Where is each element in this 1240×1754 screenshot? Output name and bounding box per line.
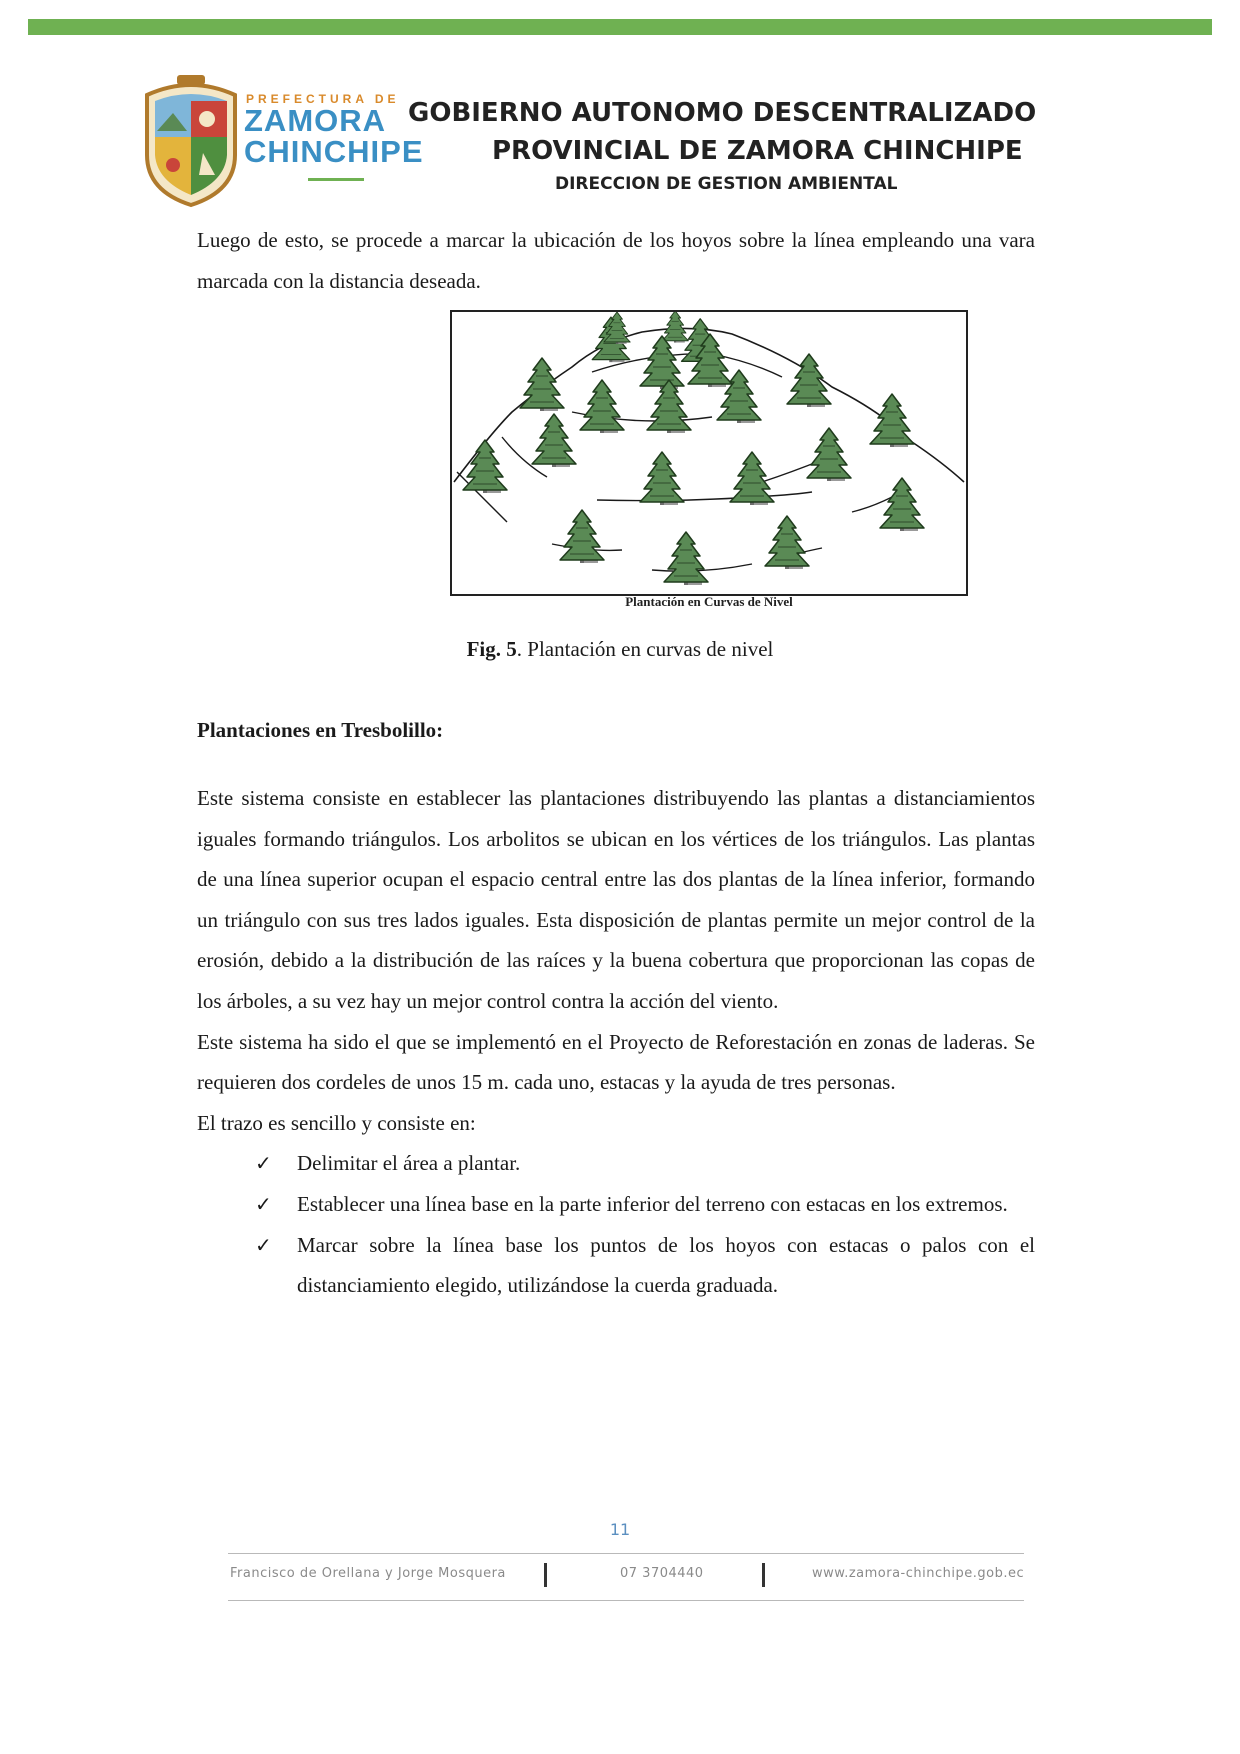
figure-inner-caption: Plantación en Curvas de Nivel bbox=[625, 594, 793, 609]
header-accent-bar bbox=[28, 19, 1212, 35]
section-body bbox=[197, 778, 1035, 1306]
checklist-item-text: Marcar sobre la línea base los puntos de los hoyos con estacas o palos con el distanciamiento elegido, utilizándose la cuerda graduada. bbox=[297, 1232, 1035, 1298]
figure-caption-text: . Plantación en curvas de nivel bbox=[516, 637, 774, 661]
prefectura-label: PREFECTURA DE bbox=[246, 92, 400, 106]
prefectura-name-line-1: ZAMORA bbox=[244, 103, 387, 138]
department-name: DIRECCION DE GESTION AMBIENTAL bbox=[555, 174, 898, 194]
checklist-item bbox=[197, 1143, 1035, 1184]
footer-separator bbox=[762, 1563, 765, 1587]
contour-planting-figure bbox=[450, 310, 968, 596]
gov-title-line-1: GOBIERNO AUTONOMO DESCENTRALIZADO bbox=[408, 98, 1037, 128]
checkmark-icon: ✓ bbox=[255, 1232, 272, 1257]
footer-separator bbox=[544, 1563, 547, 1587]
brand-underline bbox=[308, 178, 364, 181]
checklist-item-text: Establecer una línea base en la parte inferior del terreno con estacas en los extremos. bbox=[297, 1191, 1008, 1216]
provincial-shield-icon bbox=[143, 75, 239, 209]
gov-title-line-2: PROVINCIAL DE ZAMORA CHINCHIPE bbox=[492, 136, 1023, 166]
checklist-item-text: Delimitar el área a plantar. bbox=[297, 1151, 521, 1176]
body-paragraph: El trazo es sencillo y consiste en: bbox=[197, 1110, 476, 1135]
figure-caption bbox=[0, 637, 1240, 662]
page-number: 11 bbox=[609, 1520, 631, 1539]
steps-checklist bbox=[197, 1143, 1035, 1305]
footer-divider-bottom bbox=[228, 1600, 1024, 1601]
body-paragraph: Este sistema ha sido el que se implementó en el Proyecto de Reforestación en zonas de laderas. Se requieren dos cordeles de unos 15 m. cada uno, estacas y la ayuda de tres personas. bbox=[197, 1029, 1035, 1095]
footer-divider-top bbox=[228, 1553, 1024, 1554]
checkmark-icon: ✓ bbox=[255, 1151, 272, 1176]
checklist-item bbox=[197, 1184, 1035, 1225]
intro-paragraph: Luego de esto, se procede a marcar la ubicación de los hoyos sobre la línea empleando una vara marcada con la distancia deseada. bbox=[197, 228, 1035, 293]
section-heading: Plantaciones en Tresbolillo: bbox=[197, 718, 444, 742]
checklist-item bbox=[197, 1225, 1035, 1306]
footer-phone: 07 3704440 bbox=[620, 1566, 704, 1581]
figure-caption-label: Fig. 5 bbox=[466, 637, 517, 661]
prefectura-name-line-2: CHINCHIPE bbox=[244, 134, 424, 169]
footer-website[interactable]: www.zamora-chinchipe.gob.ec bbox=[812, 1566, 1025, 1581]
body-paragraph: Este sistema consiste en establecer las plantaciones distribuyendo las plantas a distanciamientos iguales formando triángulos. Los arbolitos se ubican en los vértices de los triángulos. Las plantas de una línea superior ocupan el espacio central entre las dos plantas de la línea inferior, formando un triángulo con sus tres lados iguales. Esta disposición de plantas permite un mejor control de la erosión, debido a la distribución de las raíces y la buena cobertura que proporcionan las copas de los árboles, a su vez hay un mejor control contra la acción del viento. bbox=[197, 786, 1035, 1013]
checkmark-icon: ✓ bbox=[255, 1191, 272, 1216]
footer-address: Francisco de Orellana y Jorge Mosquera bbox=[230, 1566, 506, 1581]
